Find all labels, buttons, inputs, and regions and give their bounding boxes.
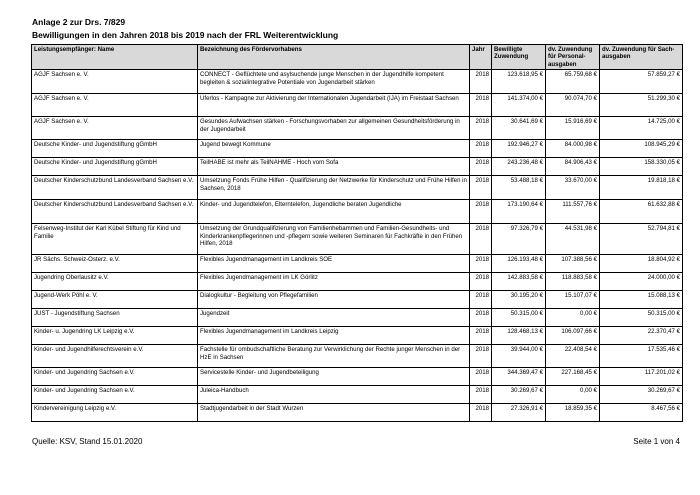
- material-cell: 14.725,00 €: [600, 117, 683, 140]
- column-header-material: dv. Zuwendung für Sach- ausgaben: [600, 45, 683, 70]
- table-row: [32, 117, 683, 140]
- year-cell: 2018: [470, 327, 492, 345]
- recipient-cell: JUST - Jugendstiftung Sachsen: [32, 309, 198, 327]
- amount-cell: 243.236,48 €: [492, 158, 546, 176]
- material-cell: 57.859,27 €: [600, 70, 683, 94]
- personnel-cell: 15.916,69 €: [546, 117, 600, 140]
- table-row: [32, 327, 683, 345]
- amount-cell: 27.326,91 €: [492, 404, 546, 422]
- project-cell: Stadtjugendarbeit in der Stadt Wurzen: [198, 404, 470, 422]
- recipient-cell: Kindervereinigung Leipzig e.V.: [32, 404, 198, 422]
- project-cell: Fachstelle für ombudschaftliche Beratung zur Verwirklichung der Rechte junger Menschen in der HzE in Sachsen: [198, 345, 470, 368]
- personnel-cell: 44.531,98 €: [546, 224, 600, 255]
- recipient-cell: Kinder- und Jugendring Sachsen e.V.: [32, 368, 198, 386]
- amount-cell: 128.468,13 €: [492, 327, 546, 345]
- material-cell: 30.269,67 €: [600, 386, 683, 404]
- grants-table: [31, 44, 683, 422]
- project-cell: Gesundes Aufwachsen stärken - Forschungsvorhaben zur allgemeinen Gesundheitsförderung in der Jugendarbeit: [198, 117, 470, 140]
- material-cell: 22.370,47 €: [600, 327, 683, 345]
- project-cell: CONNECT - Geflüchtete und asylsuchende junge Menschen in der Jugendhilfe kompetent begleiten & sozialintegrative Potentiale von Jugendarbeit stärken: [198, 70, 470, 94]
- material-cell: 61.632,88 €: [600, 200, 683, 224]
- project-cell: Kinder- und Jugendtelefon, Elterntelefon, Jugendliche beraten Jugendliche: [198, 200, 470, 224]
- amount-cell: 39.944,00 €: [492, 345, 546, 368]
- amount-cell: 53.488,18 €: [492, 176, 546, 200]
- material-cell: 19.818,18 €: [600, 176, 683, 200]
- year-cell: 2018: [470, 117, 492, 140]
- amount-cell: 30.195,20 €: [492, 291, 546, 309]
- personnel-cell: 22.408,54 €: [546, 345, 600, 368]
- table-row: [32, 70, 683, 94]
- material-cell: 51.299,30 €: [600, 94, 683, 117]
- personnel-cell: 118.883,58 €: [546, 273, 600, 291]
- amount-cell: 173.190,64 €: [492, 200, 546, 224]
- table-row: [32, 140, 683, 158]
- recipient-cell: Jugend-Werk Pöhl e. V.: [32, 291, 198, 309]
- amount-cell: 142.883,58 €: [492, 273, 546, 291]
- personnel-cell: 0,00 €: [546, 309, 600, 327]
- page-number: Seite 1 von 4: [633, 437, 680, 446]
- table-row: [32, 158, 683, 176]
- recipient-cell: Kinder- und Jugendring Sachsen e.V.: [32, 386, 198, 404]
- column-header-recipient: Leistungsempfänger: Name: [32, 45, 198, 70]
- project-cell: Flexibles Jugendmanagement im Landkreis SOE: [198, 255, 470, 273]
- year-cell: 2018: [470, 386, 492, 404]
- personnel-cell: 106.097,66 €: [546, 327, 600, 345]
- year-cell: 2018: [470, 368, 492, 386]
- personnel-cell: 107.388,56 €: [546, 255, 600, 273]
- personnel-cell: 90.074,70 €: [546, 94, 600, 117]
- material-cell: 108.945,29 €: [600, 140, 683, 158]
- table-row: [32, 345, 683, 368]
- year-cell: 2018: [470, 94, 492, 117]
- document-header: [32, 16, 338, 42]
- project-cell: Flexibles Jugendmanagement im LK Görlitz: [198, 273, 470, 291]
- source-note: Quelle: KSV, Stand 15.01.2020: [32, 437, 143, 446]
- personnel-cell: 15.107,07 €: [546, 291, 600, 309]
- project-cell: TeilHABE ist mehr als TeilNAHME - Hoch vom Sofa: [198, 158, 470, 176]
- recipient-cell: Jugendring Oberlausitz e.V.: [32, 273, 198, 291]
- table-row: [32, 176, 683, 200]
- recipient-cell: JR Sächs. Schweiz-Osterz. e.V.: [32, 255, 198, 273]
- project-cell: Umsetzung der Grundqualifizierung von Familienhebammen und Familien-Gesundheits- und Kinderkrankenpflegerinnen und -pflegern sowie weiteren Seminaren für Fachkräfte in den Frühen Hilfen, 2018: [198, 224, 470, 255]
- year-cell: 2018: [470, 224, 492, 255]
- column-header-project: Bezeichnung des Fördervorhabens: [198, 45, 470, 70]
- material-cell: 17.535,46 €: [600, 345, 683, 368]
- table-row: [32, 309, 683, 327]
- personnel-cell: 227.168,45 €: [546, 368, 600, 386]
- project-cell: Uferlos - Kampagne zur Aktivierung der Internationalen Jugendarbeit (IJA) im Freistaat Sachsen: [198, 94, 470, 117]
- amount-cell: 123.618,95 €: [492, 70, 546, 94]
- project-cell: Servicestelle Kinder- und Jugendbeteiligung: [198, 368, 470, 386]
- year-cell: 2018: [470, 309, 492, 327]
- table-header-row: [32, 45, 683, 70]
- recipient-cell: Deutsche Kinder- und Jugendstiftung gGmbH: [32, 140, 198, 158]
- table-row: [32, 404, 683, 422]
- recipient-cell: AGJF Sachsen e. V.: [32, 117, 198, 140]
- project-cell: Umsetzung Fonds Frühe Hilfen - Qualifizierung der Netzwerke für Kinderschutz und Frühe Hilfen in Sachsen, 2018: [198, 176, 470, 200]
- personnel-cell: 18.859,35 €: [546, 404, 600, 422]
- recipient-cell: Deutscher Kinderschutzbund Landesverband Sachsen e.V.: [32, 200, 198, 224]
- year-cell: 2018: [470, 200, 492, 224]
- personnel-cell: 84.000,98 €: [546, 140, 600, 158]
- amount-cell: 141.374,00 €: [492, 94, 546, 117]
- year-cell: 2018: [470, 273, 492, 291]
- project-cell: Jugend bewegt Kommune: [198, 140, 470, 158]
- personnel-cell: 111.557,76 €: [546, 200, 600, 224]
- amount-cell: 30.641,69 €: [492, 117, 546, 140]
- project-cell: Juleica-Handbuch: [198, 386, 470, 404]
- material-cell: 52.794,81 €: [600, 224, 683, 255]
- amount-cell: 97.326,79 €: [492, 224, 546, 255]
- amount-cell: 30.269,67 €: [492, 386, 546, 404]
- table-row: [32, 273, 683, 291]
- table-row: [32, 94, 683, 117]
- recipient-cell: Deutscher Kinderschutzbund Landesverband Sachsen e.V.: [32, 176, 198, 200]
- recipient-cell: AGJF Sachsen e. V.: [32, 94, 198, 117]
- personnel-cell: 0,00 €: [546, 386, 600, 404]
- column-header-personnel: dv. Zuwendung für Personal- ausgaben: [546, 45, 600, 70]
- amount-cell: 50.315,00 €: [492, 309, 546, 327]
- recipient-cell: Kinder- u. Jugendring LK Leipzig e.V.: [32, 327, 198, 345]
- project-cell: Flexibles Jugendmanagement im Landkreis Leipzig: [198, 327, 470, 345]
- year-cell: 2018: [470, 158, 492, 176]
- recipient-cell: Deutsche Kinder- und Jugendstiftung gGmbH: [32, 158, 198, 176]
- personnel-cell: 65.759,68 €: [546, 70, 600, 94]
- document-reference: Anlage 2 zur Drs. 7/829: [32, 17, 126, 27]
- table-body: [32, 70, 683, 422]
- project-cell: Dialogkultur - Begleitung von Pflegefamilien: [198, 291, 470, 309]
- recipient-cell: Felsenweg-Institut der Karl Kübel Stiftung für Kind und Familie: [32, 224, 198, 255]
- recipient-cell: AGJF Sachsen e. V.: [32, 70, 198, 94]
- year-cell: 2018: [470, 176, 492, 200]
- material-cell: 50.315,00 €: [600, 309, 683, 327]
- amount-cell: 126.193,48 €: [492, 255, 546, 273]
- year-cell: 2018: [470, 255, 492, 273]
- amount-cell: 344.369,47 €: [492, 368, 546, 386]
- column-header-amount: Bewilligte Zuwendung: [492, 45, 546, 70]
- personnel-cell: 84.906,43 €: [546, 158, 600, 176]
- material-cell: 15.088,13 €: [600, 291, 683, 309]
- column-header-year: Jahr: [470, 45, 492, 70]
- table-row: [32, 224, 683, 255]
- material-cell: 18.804,92 €: [600, 255, 683, 273]
- material-cell: 24.000,00 €: [600, 273, 683, 291]
- table-row: [32, 200, 683, 224]
- table-row: [32, 255, 683, 273]
- table-row: [32, 386, 683, 404]
- year-cell: 2018: [470, 70, 492, 94]
- amount-cell: 192.946,27 €: [492, 140, 546, 158]
- document-title: Bewilligungen in den Jahren 2018 bis 2019 nach der FRL Weiterentwicklung: [32, 30, 339, 40]
- material-cell: 8.467,56 €: [600, 404, 683, 422]
- table-row: [32, 291, 683, 309]
- personnel-cell: 33.670,00 €: [546, 176, 600, 200]
- year-cell: 2018: [470, 404, 492, 422]
- material-cell: 158.330,05 €: [600, 158, 683, 176]
- year-cell: 2018: [470, 291, 492, 309]
- material-cell: 117.201,02 €: [600, 368, 683, 386]
- table-row: [32, 368, 683, 386]
- recipient-cell: Kinder- und Jugendhilferechtsverein e.V.: [32, 345, 198, 368]
- project-cell: Jugendzeit: [198, 309, 470, 327]
- year-cell: 2018: [470, 140, 492, 158]
- year-cell: 2018: [470, 345, 492, 368]
